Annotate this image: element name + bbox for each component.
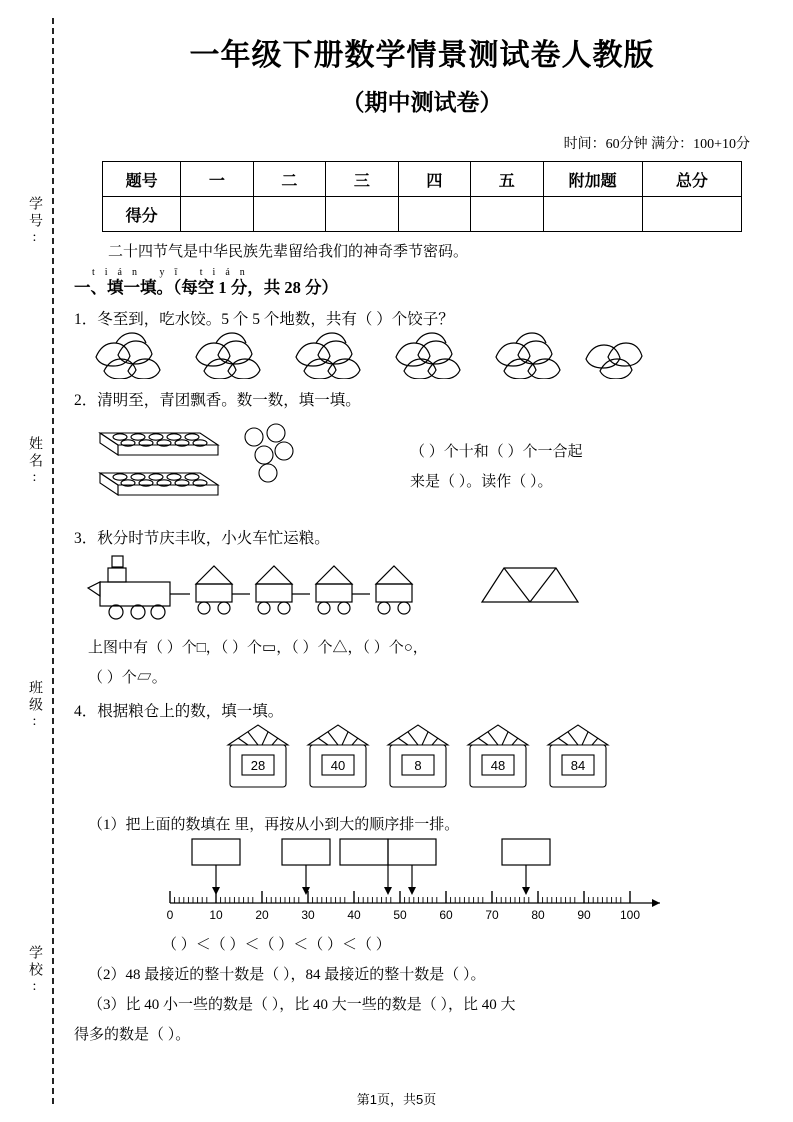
- field-name: 姓名:: [27, 436, 42, 488]
- tick-label-30: 30: [301, 908, 315, 922]
- section-1-heading: 一、填一填。（每空 1 分，共 28 分）: [74, 278, 338, 297]
- exam-meta: 时间：60分钟 满分：100+10分: [563, 137, 750, 152]
- cell-score-4[interactable]: [398, 197, 470, 232]
- tick-label-60: 60: [439, 908, 453, 922]
- question-3-text: 3．秋分时节庆丰收，小火车忙运粮。: [74, 529, 330, 547]
- cell-question-number: 题号: [103, 162, 181, 197]
- granary-value-1: 28: [250, 758, 266, 773]
- question-4-2-text: （2）48 最接近的整十数是（ ），84 最接近的整十数是（ ）。: [88, 967, 486, 983]
- granary-value-2: 40: [330, 758, 346, 773]
- tick-label-90: 90: [577, 908, 591, 922]
- cell-score-3[interactable]: [326, 197, 398, 232]
- tick-label-10: 10: [209, 908, 223, 922]
- cell-q2: 二: [253, 162, 325, 197]
- cell-q3: 三: [326, 162, 398, 197]
- question-2-text: 2．清明至，青团飘香。数一数，填一填。: [74, 392, 361, 410]
- cell-score-bonus[interactable]: [543, 197, 642, 232]
- tick-label-80: 80: [531, 908, 545, 922]
- table-row: [103, 162, 742, 197]
- left-margin-rail: [0, 0, 70, 1122]
- cell-total: 总分: [642, 162, 741, 197]
- qingtuan-figure: [72, 419, 392, 509]
- tick-label-50: 50: [393, 908, 407, 922]
- cell-score-2[interactable]: [253, 197, 325, 232]
- field-student-number: 学号:: [27, 196, 42, 248]
- question-4-3-line-2: 得多的数是（ ）。: [74, 1027, 191, 1043]
- question-4-text: 4．根据粮仓上的数，填一填。: [74, 702, 284, 720]
- question-2-blank-line-1: （ ）个十和（ ）个一合起: [410, 443, 583, 460]
- question-4-compare-line: （ ）＜（ ）＜（ ）＜（ ）＜（ ）: [162, 937, 391, 953]
- granary-value-4: 48: [490, 758, 506, 773]
- cell-q4: 四: [398, 162, 470, 197]
- cell-q5: 五: [471, 162, 543, 197]
- question-4-3-line-1: （3）比 40 小一些的数是（ ），比 40 大一些的数是（ ），比 40 大: [88, 997, 516, 1013]
- page-subtitle: （期中测试卷）: [341, 89, 503, 115]
- question-2-blank-line-2: 来是（ ）。读作（ ）。: [410, 473, 553, 490]
- page-footer: 第1页，共5页: [356, 1092, 437, 1107]
- tick-label-20: 20: [255, 908, 269, 922]
- cell-bonus: 附加题: [543, 162, 642, 197]
- tick-label-40: 40: [347, 908, 361, 922]
- field-class: 班级:: [27, 680, 42, 732]
- tick-label-0: 0: [166, 908, 174, 922]
- question-3-blank-line-1: 上图中有（ ）个□，（ ）个▭，（ ）个△，（ ）个○，: [88, 639, 428, 656]
- granary-figure: [222, 723, 772, 803]
- granary-value-5: 84: [570, 758, 586, 773]
- question-4-1-text: （1）把上面的数填在 里，再按从小到大的顺序排一排。: [88, 817, 460, 833]
- cell-score-label: 得分: [103, 197, 181, 232]
- train-figure: [82, 550, 772, 630]
- dashed-divider: [52, 18, 54, 1104]
- question-1-text: 1．冬至到，吃水饺。5 个 5 个地数，共有（ ）个饺子？: [74, 311, 454, 328]
- dumplings-figure: [82, 331, 772, 379]
- number-line-figure: [162, 837, 772, 937]
- table-row: [103, 197, 742, 232]
- pinyin-annotation: tián yī tián: [92, 267, 255, 278]
- granary-value-3: 8: [414, 758, 422, 773]
- cell-q1: 一: [181, 162, 253, 197]
- intro-text: 二十四节气是中华民族先辈留给我们的神奇季节密码。: [108, 244, 469, 260]
- tick-label-70: 70: [485, 908, 499, 922]
- page-content: [72, 0, 772, 1122]
- cell-score-1[interactable]: [181, 197, 253, 232]
- score-table: [102, 161, 742, 232]
- question-3-blank-line-2: （ ）个▱。: [88, 669, 167, 686]
- cell-score-5[interactable]: [471, 197, 543, 232]
- tick-label-100: 100: [619, 908, 641, 922]
- cell-score-total[interactable]: [642, 197, 741, 232]
- field-school: 学校:: [27, 945, 42, 997]
- page-title: 一年级下册数学情景测试卷人教版: [189, 39, 655, 72]
